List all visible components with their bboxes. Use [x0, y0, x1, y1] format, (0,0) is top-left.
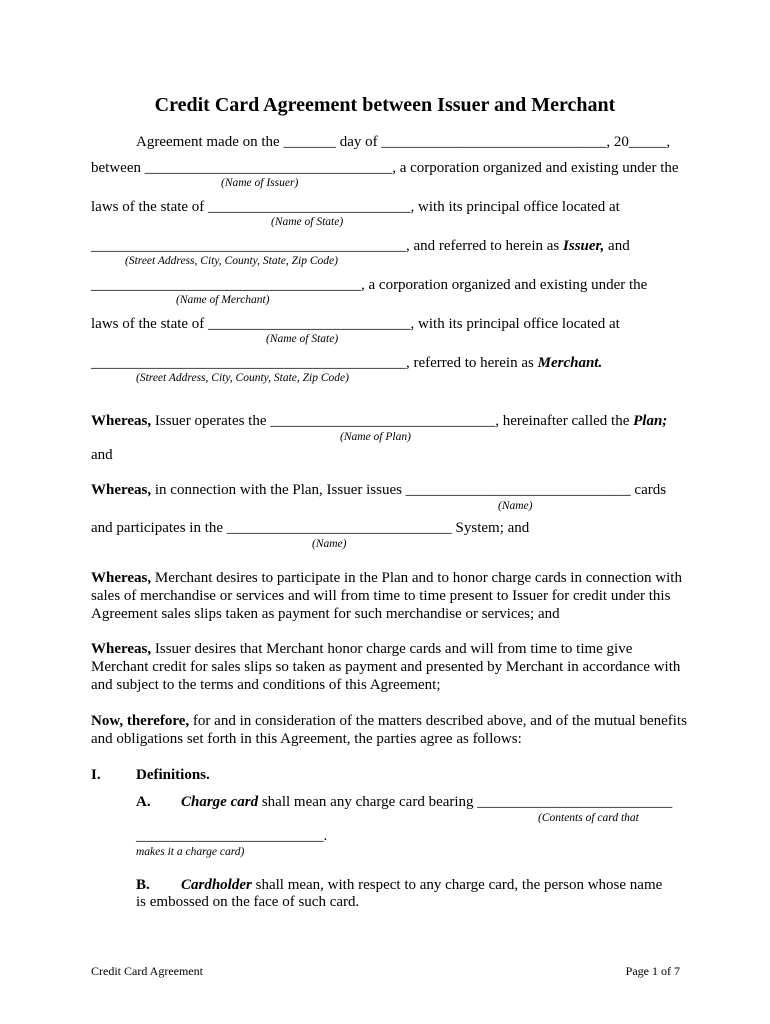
clause-b-letter: B. — [136, 877, 150, 893]
clause-b-line2: is embossed on the face of such card. — [136, 894, 360, 910]
clause-a-caption-2: makes it a charge card) — [136, 846, 245, 858]
issuer-state-line: laws of the state of ___________________________, with its principal office located at — [91, 199, 620, 215]
merchant-term: Merchant. — [537, 355, 603, 371]
and-text: and — [91, 447, 113, 463]
issuer-state-caption: (Name of State) — [271, 216, 344, 228]
page-number: Page 1 of 7 — [625, 964, 680, 978]
clause-a-blank: _________________________. — [136, 828, 328, 844]
merchant-caption: (Name of Merchant) — [176, 294, 270, 306]
clause-a-text: Charge card shall mean any charge card bearing __________________________ — [181, 794, 673, 810]
merchant-state-caption: (Name of State) — [266, 333, 339, 345]
issuer-caption: (Name of Issuer) — [221, 177, 299, 189]
issuer-address-line: __________________________________________, and referred to herein as Issuer, and — [91, 238, 630, 254]
charge-card-term: Charge card — [181, 794, 259, 810]
merchant-state-line: laws of the state of ___________________________, with its principal office located at — [91, 316, 620, 332]
cardholder-term: Cardholder — [181, 877, 252, 893]
clause-a-letter: A. — [136, 794, 151, 810]
issuer-address-caption: (Street Address, City, County, State, Zip Code) — [125, 255, 338, 267]
issuer-term: Issuer, — [563, 238, 605, 254]
section-heading: Definitions. — [136, 767, 210, 783]
clause-a-caption: (Contents of card that — [538, 812, 639, 824]
clause-b-text: Cardholder shall mean, with respect to any charge card, the person whose name — [181, 877, 663, 893]
document-title: Credit Card Agreement between Issuer and Merchant — [154, 94, 616, 116]
whereas-plan-line: Whereas, Issuer operates the ______________________________, hereinafter called the Plan; — [91, 413, 668, 429]
merchant-address-line: __________________________________________, referred to herein as Merchant. — [91, 355, 603, 371]
section-number: I. — [91, 767, 101, 783]
issuer-line: between _________________________________, a corporation organized and existing under the — [91, 160, 679, 176]
whereas-merchant-paragraph: Whereas, Merchant desires to participate in the Plan and to honor charge cards in connection with sales of merchandise or services and will from time to time present to Issuer for credit under this Agreement sales slips taken as payment for such merchandise or services; and — [91, 570, 682, 622]
cards-caption: (Name) — [498, 500, 533, 512]
system-line: and participates in the ______________________________ System; and — [91, 520, 530, 536]
plan-caption: (Name of Plan) — [340, 431, 411, 443]
system-caption: (Name) — [312, 538, 347, 550]
plan-term: Plan; — [633, 413, 668, 429]
merchant-line: ____________________________________, a corporation organized and existing under the — [91, 277, 648, 293]
footer-title: Credit Card Agreement — [91, 964, 203, 978]
now-therefore-paragraph: Now, therefore, for and in consideration of the matters described above, and of the mutual benefits and obligations set forth in this Agreement, the parties agree as follows: — [91, 713, 687, 747]
merchant-address-caption: (Street Address, City, County, State, Zip Code) — [136, 372, 349, 384]
agreement-date-line: Agreement made on the _______ day of ______________________________, 20_____, — [136, 134, 671, 150]
whereas-issuer-paragraph: Whereas, Issuer desires that Merchant honor charge cards and will from time to time give Merchant credit for sales slips so taken as payment and presented by Merchant in accordance with and subject to the terms and conditions of this Agreement; — [91, 641, 681, 693]
whereas-cards-line: Whereas, in connection with the Plan, Issuer issues ______________________________ cards — [91, 482, 667, 498]
